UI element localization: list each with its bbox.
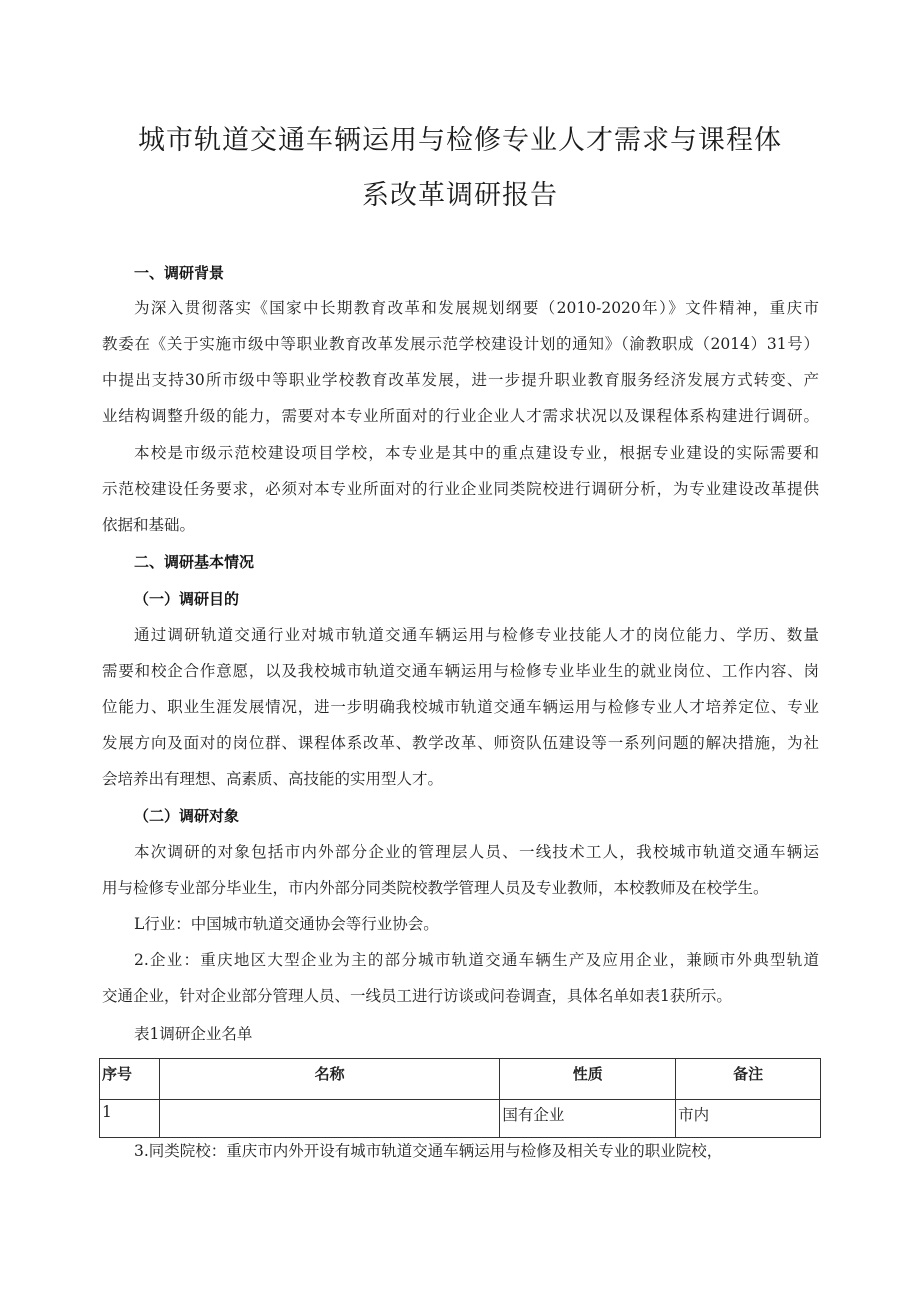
table-caption: 表1调研企业名单 bbox=[134, 1025, 253, 1043]
paragraph-line: 会培养出有理想、高素质、高技能的实用型人才。 bbox=[102, 770, 444, 788]
list-item-industry: L行业：中国城市轨道交通协会等行业协会。 bbox=[134, 915, 439, 933]
section-heading-basic-info: 二、调研基本情况 bbox=[134, 553, 255, 571]
list-item-peer-schools: 3.同类院校：重庆市内外开设有城市轨道交通车辆运用与检修及相关专业的职业院校， bbox=[134, 1142, 723, 1160]
paragraph-line: 交通企业，针对企业部分管理人员、一线员工进行访谈或问卷调查，具体名单如表1获所示。 bbox=[102, 987, 732, 1005]
paragraph-line: 需要和校企合作意愿，以及我校城市轨道交通车辆运用与检修专业毕业生的就业岗位、工作内容、岗 bbox=[102, 662, 819, 680]
paragraph-line: 本校是市级示范校建设项目学校，本专业是其中的重点建设专业，根据专业建设的实际需要和 bbox=[134, 444, 819, 462]
paragraph-line: 中提出支持30所市级中等职业学校教育改革发展，进一步提升职业教育服务经济发展方式转变、产 bbox=[102, 371, 819, 389]
paragraph-line: 教委在《关于实施市级中等职业教育改革发展示范学校建设计划的通知》（渝教职成（2014）31号） bbox=[102, 335, 819, 353]
subsection-heading-purpose: （一）调研目的 bbox=[134, 590, 240, 608]
table-header-row bbox=[100, 1059, 821, 1100]
paragraph-line: 示范校建设任务要求，必须对本专业所面对的行业企业同类院校进行调研分析，为专业建设改革提供 bbox=[102, 480, 819, 498]
paragraph-line: 依据和基础。 bbox=[102, 516, 196, 534]
section-heading-background: 一、调研背景 bbox=[134, 264, 225, 282]
document-title-line-1: 城市轨道交通车辆运用与检修专业人才需求与课程体 bbox=[138, 125, 782, 156]
table-cell-name bbox=[159, 1100, 499, 1138]
table-header-index: 序号 bbox=[100, 1059, 160, 1100]
table-row bbox=[100, 1100, 821, 1138]
paragraph-line: 本次调研的对象包括市内外部分企业的管理层人员、一线技术工人，我校城市轨道交通车辆运 bbox=[134, 843, 819, 861]
paragraph-line: 为深入贯彻落实《国家中长期教育改革和发展规划纲要（2010-2020年）》文件精神，重庆市 bbox=[134, 299, 819, 317]
table-header-type: 性质 bbox=[500, 1059, 676, 1100]
table-cell-index: 1 bbox=[100, 1100, 160, 1138]
paragraph-line: 发展方向及面对的岗位群、课程体系改革、教学改革、师资队伍建设等一系列问题的解决措施，为社 bbox=[102, 734, 819, 752]
paragraph-line: 位能力、职业生涯发展情况，进一步明确我校城市轨道交通车辆运用与检修专业人才培养定位、专业 bbox=[102, 698, 819, 716]
table-header-remark: 备注 bbox=[676, 1059, 821, 1100]
subsection-heading-subjects: （二）调研对象 bbox=[134, 807, 240, 825]
paragraph-line: 用与检修专业部分毕业生，市内外部分同类院校教学管理人员及专业教师，本校教师及在校学生。 bbox=[102, 879, 769, 897]
table-header-name: 名称 bbox=[159, 1059, 499, 1100]
table-cell-remark: 市内 bbox=[676, 1100, 821, 1138]
paragraph-line: 业结构调整升级的能力，需要对本专业所面对的行业企业人才需求状况以及课程体系构建进行调研。 bbox=[102, 407, 819, 425]
list-item-enterprise: 2.企业：重庆地区大型企业为主的部分城市轨道交通车辆生产及应用企业，兼顾市外典型轨道 bbox=[134, 951, 819, 969]
table-cell-type: 国有企业 bbox=[500, 1100, 676, 1138]
paragraph-line: 通过调研轨道交通行业对城市轨道交通车辆运用与检修专业技能人才的岗位能力、学历、数量 bbox=[134, 626, 819, 644]
document-title-line-2: 系改革调研报告 bbox=[362, 180, 558, 211]
enterprise-table bbox=[99, 1058, 821, 1138]
